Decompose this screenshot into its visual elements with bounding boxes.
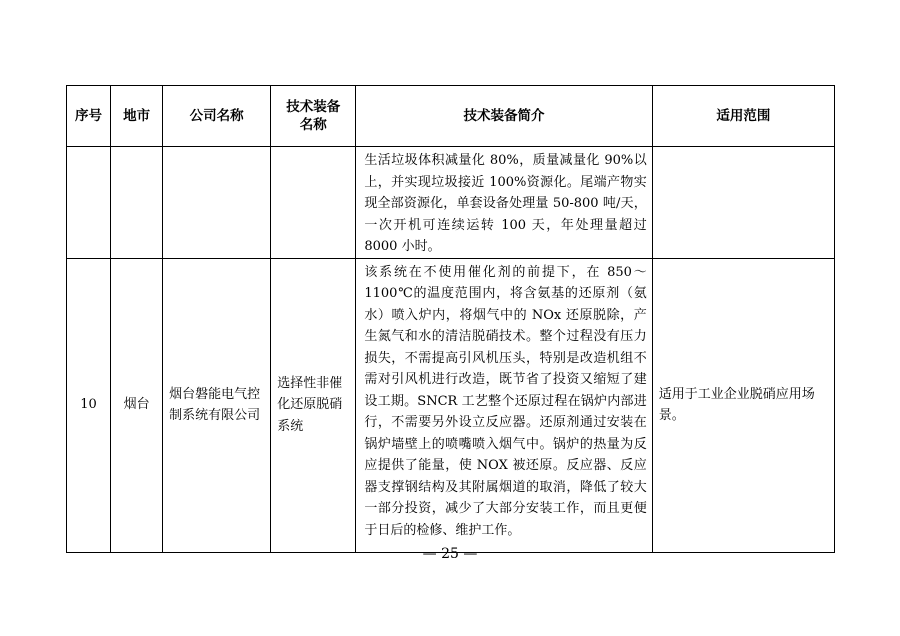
cell-city: 烟台	[111, 258, 163, 552]
header-equipment	[271, 86, 356, 147]
cell-city	[111, 147, 163, 259]
page-number: — 25 —	[422, 546, 478, 562]
cell-intro: 生活垃圾体积减量化 80%，质量减量化 90%以上，并实现垃圾接近 100%资源化。尾端产物实现全部资源化，单套设备处理量 50-800 吨/天，一次开机可连续运转 100 天，年处理量超过 8000 小时。	[356, 147, 652, 259]
cell-intro: 该系统在不使用催化剂的前提下，在 850～1100℃的温度范围内，将含氨基的还原剂（氨水）喷入炉内，将烟气中的 NOx 还原脱除，产生氮气和水的清洁脱硝技术。整个过程没有压力损失，不需提高引风机压头，特别是改造机组不需对引风机进行改造，既节省了投资又缩短了建设工期。SNCR 工艺整个还原过程在锅炉内部进行，不需要另外设立反应器。还原剂通过安装在锅炉墙壁上的喷嘴喷入烟气中。锅炉的热量为反应提供了能量，使 NOX 被还原。反应器、反应器支撑钢结构及其附属烟道的取消，降低了较大一部分投资，减少了大部分安装工作，而且更便于日后的检修、维护工作。	[356, 258, 652, 552]
cell-scope: 适用于工业企业脱硝应用场景。	[652, 258, 834, 552]
cell-seq: 10	[67, 258, 111, 552]
cell-equipment	[271, 147, 356, 259]
header-equipment-line1: 技术装备	[286, 99, 341, 115]
header-company: 公司名称	[163, 86, 271, 147]
technology-equipment-table	[66, 85, 835, 553]
cell-company: 烟台磐能电气控制系统有限公司	[163, 258, 271, 552]
header-equipment-line2: 名称	[299, 117, 327, 133]
cell-company	[163, 147, 271, 259]
header-intro: 技术装备简介	[356, 86, 652, 147]
header-scope: 适用范围	[652, 86, 834, 147]
cell-scope	[652, 147, 834, 259]
table-row	[67, 258, 835, 552]
table-row	[67, 147, 835, 259]
cell-seq	[67, 147, 111, 259]
table-header-row	[67, 86, 835, 147]
header-seq: 序号	[67, 86, 111, 147]
header-city: 地市	[111, 86, 163, 147]
cell-equipment: 选择性非催化还原脱硝系统	[271, 258, 356, 552]
